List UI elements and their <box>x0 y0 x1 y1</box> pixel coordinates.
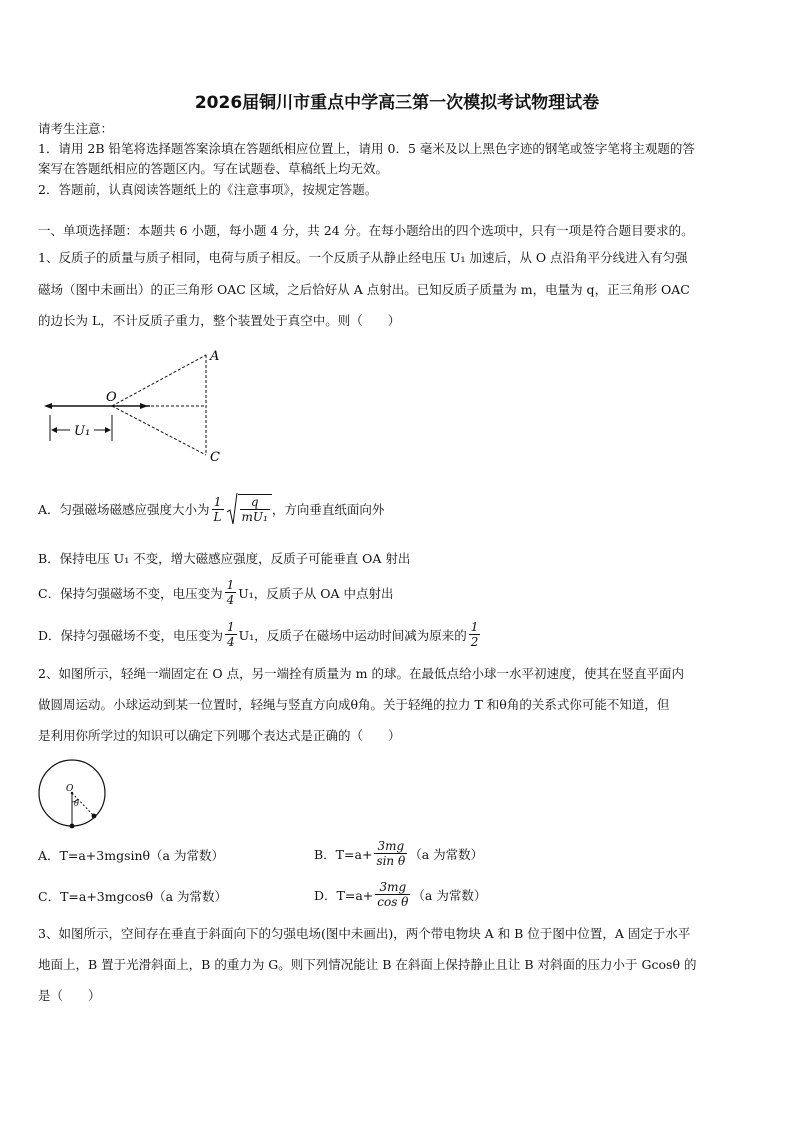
q1-option-c[interactable] <box>38 578 394 607</box>
q2-option-b-suffix: （a 为常数） <box>409 846 484 862</box>
notice-item-2: 2．答题前，认真阅读答题纸上的《注意事项》，按规定答题。 <box>38 182 378 197</box>
q1-option-d-mid: U₁，反质子在磁场中运动时间减为原来的 <box>238 627 467 643</box>
q3-line-3: 是（ ） <box>38 988 101 1003</box>
fraction-denominator: 2 <box>470 635 479 649</box>
q1-option-c-prefix: C．保持匀强磁场不变，电压变为 <box>38 585 223 601</box>
fraction-denominator: sin θ <box>376 854 406 868</box>
q1-option-d[interactable] <box>38 620 482 649</box>
q2-label-theta: θ <box>74 799 79 808</box>
q3-line-1: 3、如图所示，空间存在垂直于斜面向下的匀强电场(图中未画出)，两个带电物块 A 和 B 位于图中位置，A 固定于水平 <box>38 926 691 941</box>
fraction-denominator: 4 <box>227 635 235 649</box>
q2-option-d[interactable] <box>314 880 486 909</box>
q2-line-3: 是利用你所学过的知识可以确定下列哪个表达式是正确的（ ） <box>38 728 401 743</box>
notice-item-1: 1．请用 2B 铅笔将选择题答案涂填在答题纸相应位置上，请用 0．5 毫米及以上黑色字迹的钢笔或签字笔将主观题的答 <box>38 141 695 156</box>
q2-label-o: O <box>66 784 74 794</box>
q2-line-2: 做圆周运动。小球运动到某一位置时，轻绳与竖直方向成θ角。关于轻绳的拉力 T 和θ角的关系式你可能不知道，但 <box>38 697 670 712</box>
q1-option-a-suffix: ，方向垂直纸面向外 <box>271 502 385 517</box>
q2-circle-diagram <box>36 758 110 832</box>
q2-option-d-prefix: D．T=a+ <box>314 887 374 903</box>
q1-option-a-prefix: A．匀强磁场磁感应强度大小为 <box>38 502 210 517</box>
q1-option-a[interactable] <box>38 492 384 526</box>
notice-heading: 请考生注意： <box>38 121 114 136</box>
q1-line-1: 1、反质子的质量与质子相同，电荷与质子相反。一个反质子从静止经电压 U₁ 加速后，从 O 点沿角平分线进入有匀强 <box>38 250 688 265</box>
q1-option-d-fraction-2 <box>469 620 481 649</box>
q1-option-b[interactable]: B．保持电压 U₁ 不变，增大磁感应强度，反质子可能垂直 OA 射出 <box>38 551 411 566</box>
fraction-numerator: 1 <box>227 620 235 634</box>
q1-option-c-fraction <box>225 578 237 607</box>
notice-item-1-cont: 案写在答题纸相应的答题区内。写在试题卷、草稿纸上均无效。 <box>38 161 389 176</box>
fraction-numerator: q <box>250 495 259 509</box>
q1-triangle-diagram <box>40 345 240 465</box>
fraction-numerator: 1 <box>213 494 222 509</box>
q1-label-o: O <box>106 390 117 405</box>
q1-label-u1: U₁ <box>74 424 91 439</box>
q2-option-d-fraction <box>375 880 410 909</box>
q1-line-3: 的边长为 L，不计反质子重力，整个装置处于真空中。则（ ） <box>38 313 401 328</box>
fraction-denominator: 4 <box>226 593 235 607</box>
q1-option-a-sqrt <box>226 492 272 526</box>
q2-option-d-suffix: （a 为常数） <box>412 887 487 903</box>
q1-label-a: A <box>210 349 220 364</box>
q2-option-a[interactable]: A．T=a+3mgsinθ（a 为常数） <box>38 848 224 863</box>
q2-option-b[interactable] <box>314 839 483 868</box>
q1-option-d-prefix: D．保持匀强磁场不变，电压变为 <box>38 627 224 643</box>
fraction-denominator: cos θ <box>377 895 409 909</box>
q2-option-b-prefix: B．T=a+ <box>314 846 373 862</box>
fraction-denominator: mU₁ <box>241 510 268 524</box>
q1-option-a-fraction <box>212 495 224 524</box>
fraction-numerator: 1 <box>470 620 479 634</box>
q1-option-c-suffix: U₁，反质子从 OA 中点射出 <box>238 585 394 601</box>
q2-line-1: 2、如图所示，轻绳一端固定在 O 点，另一端拴有质量为 m 的球。在最低点给小球一水平初速度，使其在竖直平面内 <box>38 666 684 681</box>
q1-label-c: C <box>210 450 220 465</box>
section-heading: 一、单项选择题：本题共 6 小题，每小题 4 分，共 24 分。在每小题给出的四个选项中，只有一项是符合题目要求的。 <box>38 223 694 238</box>
sqrt-sign-icon <box>226 492 238 526</box>
fraction-numerator: 3mg <box>379 880 407 894</box>
q3-line-2: 地面上，B 置于光滑斜面上，B 的重力为 G。则下列情况能让 B 在斜面上保持静止且让 B 对斜面的压力小于 Gcosθ 的 <box>38 957 697 972</box>
q2-option-b-fraction <box>374 839 407 868</box>
fraction-numerator: 1 <box>226 578 235 592</box>
page-title: 2026届铜川市重点中学高三第一次模拟考试物理试卷 <box>194 93 600 113</box>
q1-option-d-fraction <box>225 620 237 649</box>
q2-option-c[interactable]: C．T=a+3mgcosθ（a 为常数） <box>38 889 228 904</box>
fraction-numerator: 3mg <box>377 839 405 853</box>
fraction-denominator: L <box>213 509 222 524</box>
q1-line-2: 磁场（图中未画出）的正三角形 OAC 区域，之后恰好从 A 点射出。已知反质子质量为 m，电量为 q，正三角形 OAC <box>38 282 690 297</box>
